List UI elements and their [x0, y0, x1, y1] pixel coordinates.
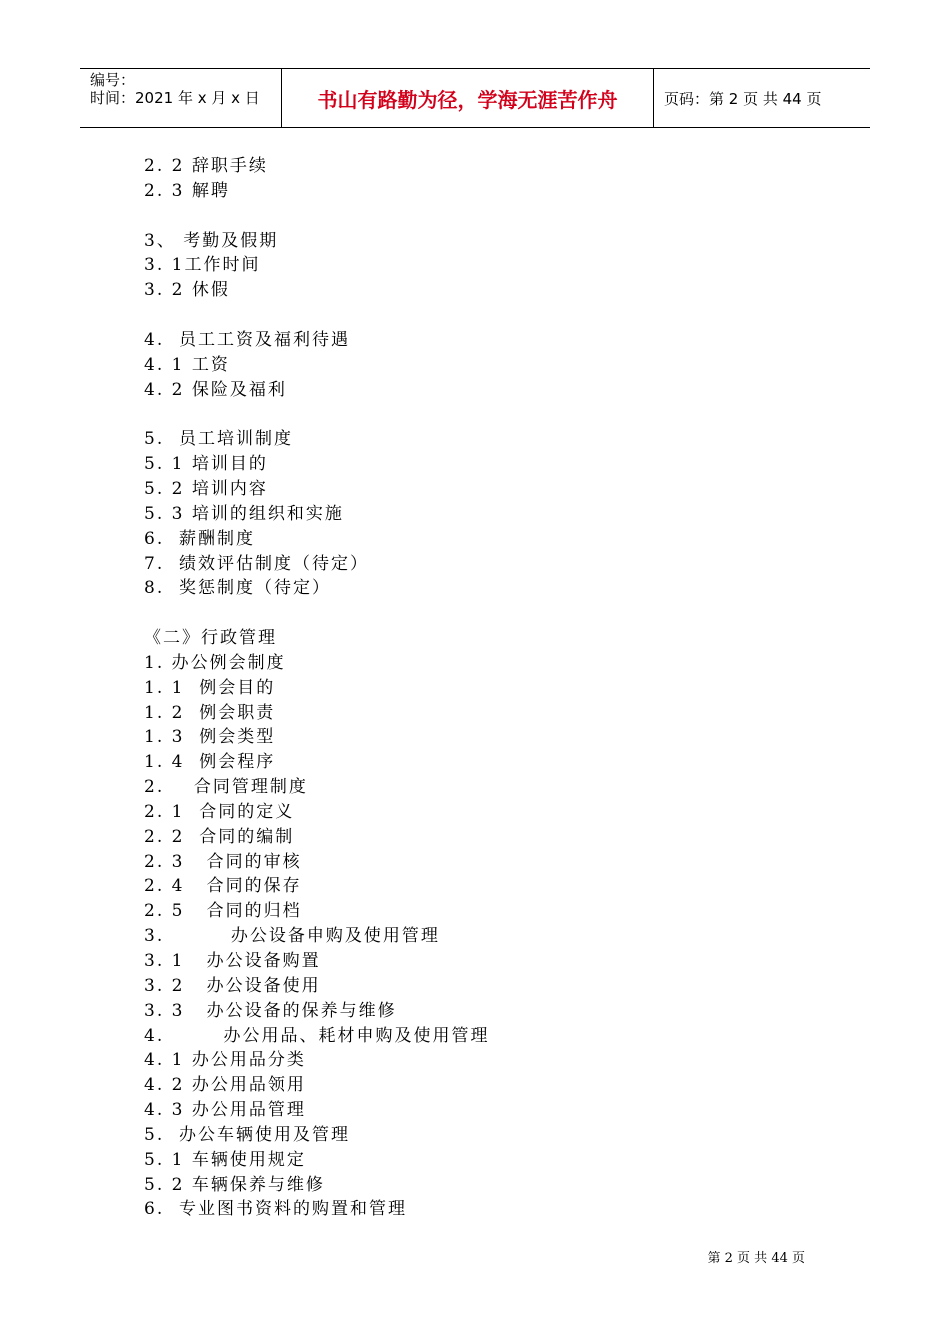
toc-item: 4. 2 办公用品领用: [144, 1075, 306, 1096]
toc-spacer: [144, 402, 489, 427]
toc-item: 4. 员工工资及福利待遇: [144, 329, 351, 350]
document-number-label: 编号：: [90, 71, 136, 89]
toc-item: 5. 办公车辆使用及管理: [144, 1124, 351, 1145]
toc-item: 4. 办公用品、耗材申购及使用管理: [144, 1025, 490, 1046]
toc-item: 1. 办公例会制度: [144, 652, 286, 673]
toc-item: 6. 薪酬制度: [144, 528, 256, 549]
toc-item: 5. 2 车辆保养与维修: [144, 1174, 325, 1195]
toc-item: 3. 2 休假: [144, 280, 230, 301]
page-header: [80, 68, 870, 128]
toc-item: 3. 2 办公设备使用: [144, 975, 321, 996]
toc-item: 5. 2 培训内容: [144, 478, 268, 499]
toc-item: 5. 3 培训的组织和实施: [144, 503, 344, 524]
toc-item: 4. 2 保险及福利: [144, 379, 287, 400]
table-of-contents: [144, 154, 489, 1222]
toc-item: 2. 合同管理制度: [144, 777, 308, 798]
toc-item: 1. 3 例会类型: [144, 727, 276, 748]
toc-spacer: [144, 204, 489, 229]
toc-item: 2. 2 辞职手续: [144, 156, 268, 176]
toc-item: 5. 1 车辆使用规定: [144, 1149, 306, 1170]
toc-item: 3. 1工作时间: [144, 255, 261, 276]
toc-item: 8. 奖惩制度（待定）: [144, 578, 332, 599]
toc-spacer: [144, 303, 489, 328]
toc-item: 2. 1 合同的定义: [144, 801, 295, 822]
toc-item: 5. 1 培训目的: [144, 454, 268, 475]
toc-item: 3. 3 办公设备的保养与维修: [144, 1000, 397, 1021]
toc-item: 2. 3 解聘: [144, 180, 230, 201]
toc-item: 5. 员工培训制度: [144, 429, 294, 450]
toc-item: 1. 1 例会目的: [144, 677, 276, 698]
toc-item: 2. 2 合同的编制: [144, 826, 295, 847]
toc-item: 6. 专业图书资料的购置和管理: [144, 1199, 408, 1220]
header-motto: 书山有路勤为径，学海无涯苦作舟: [282, 69, 654, 127]
page-footer: 第 2 页 共 44 页: [707, 1251, 805, 1266]
toc-item: 4. 1 办公用品分类: [144, 1050, 306, 1071]
header-page-number: 页码：第 2 页 共 44 页: [664, 89, 822, 108]
toc-item: 2. 5 合同的归档: [144, 901, 302, 922]
header-meta: [80, 69, 282, 127]
toc-item: 3. 办公设备申购及使用管理: [144, 926, 440, 947]
toc-item: 1. 4 例会程序: [144, 752, 276, 773]
toc-item: 《二》行政管理: [144, 628, 277, 649]
toc-item: 2. 3 合同的审核: [144, 851, 302, 872]
toc-item: 3、 考勤及假期: [144, 230, 279, 251]
toc-item: 4. 1 工资: [144, 354, 230, 375]
toc-item: 3. 1 办公设备购置: [144, 951, 321, 971]
toc-item: 2. 4 合同的保存: [144, 876, 302, 897]
document-time-label: 时间：2021 年 x 月 x 日: [90, 89, 260, 107]
toc-spacer: [144, 601, 489, 626]
toc-item: 1. 2 例会职责: [144, 702, 276, 723]
toc-item: 7. 绩效评估制度（待定）: [144, 553, 370, 574]
toc-item: 4. 3 办公用品管理: [144, 1100, 306, 1121]
